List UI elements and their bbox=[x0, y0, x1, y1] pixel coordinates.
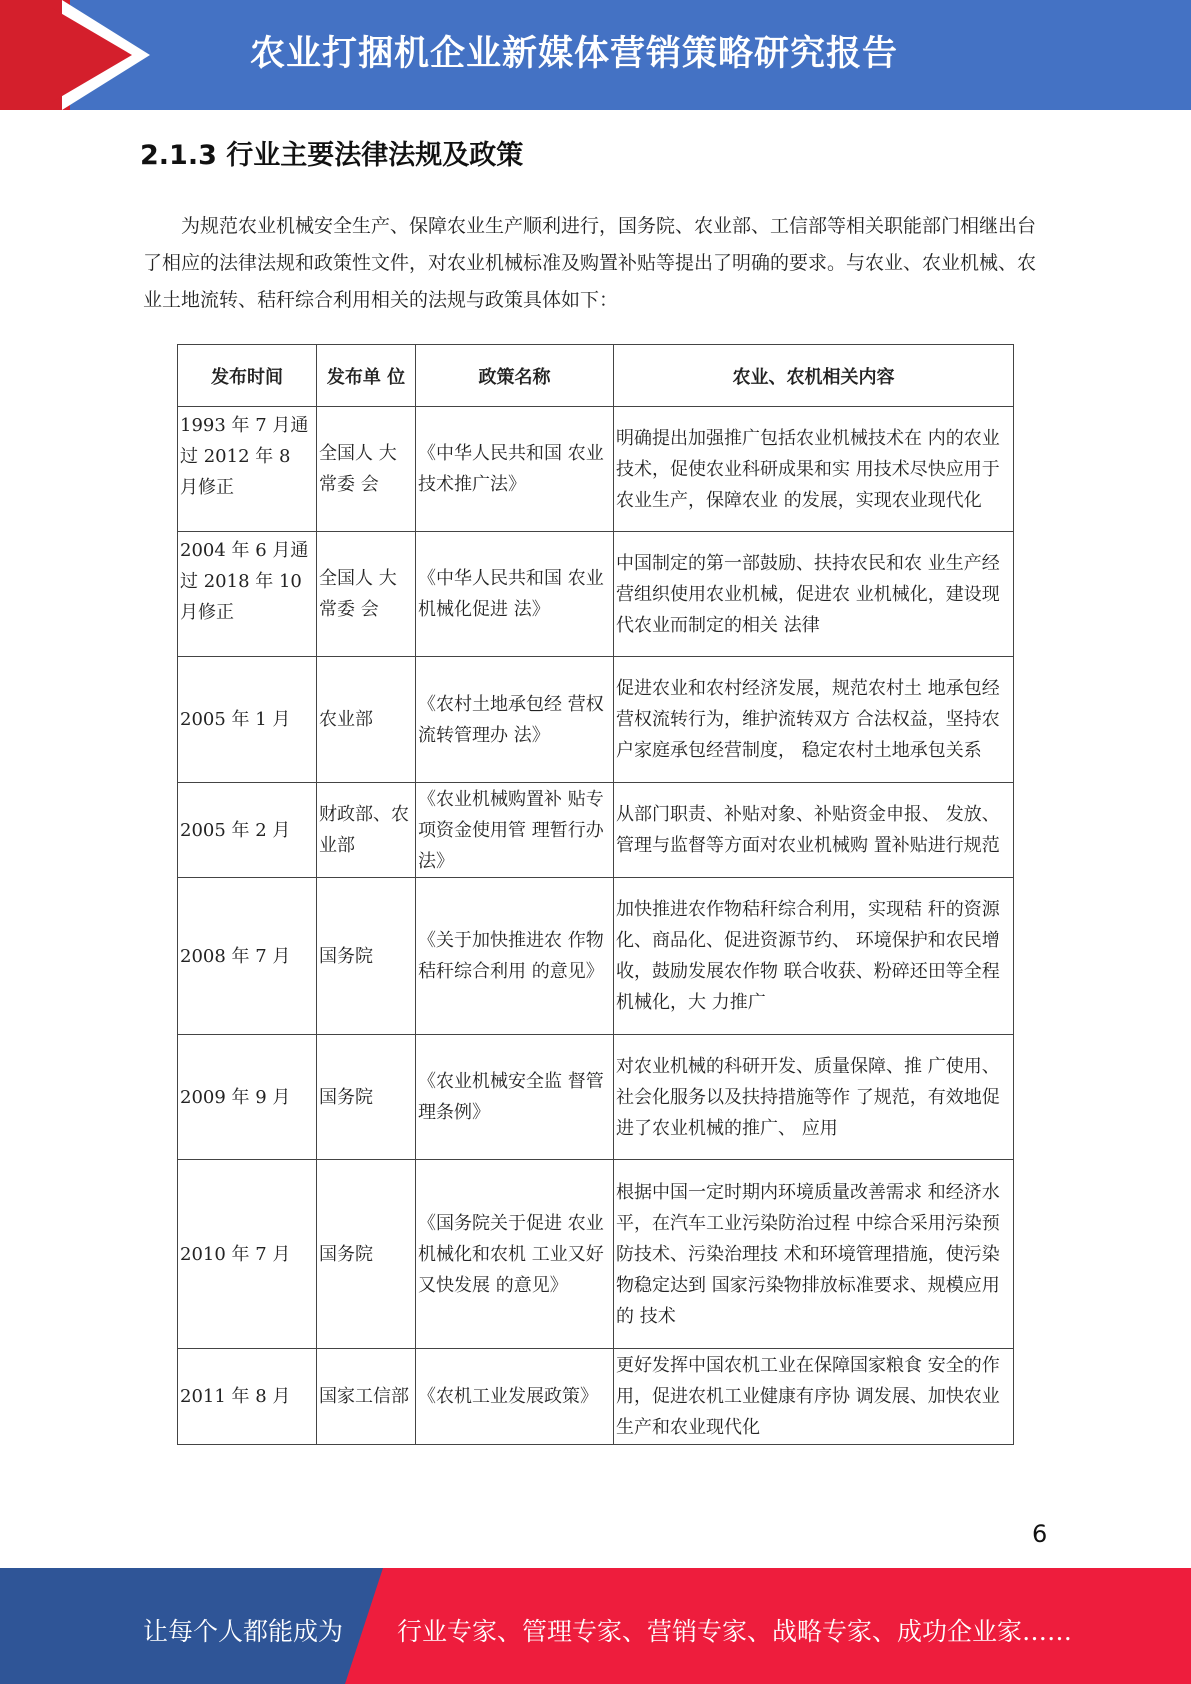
cell-name: 《国务院关于促进 农业机械化和农机 工业又好又快发展 的意见》 bbox=[416, 1160, 614, 1349]
table-row bbox=[178, 878, 1014, 1035]
table-row bbox=[178, 1035, 1014, 1160]
table-row bbox=[178, 1160, 1014, 1349]
cell-date-text: 2004 年 6 月通过 2018 年 10 月修正 bbox=[180, 540, 309, 623]
cell-date: 2011 年 8 月 bbox=[178, 1349, 317, 1445]
cell-date: 2009 年 9 月 bbox=[178, 1035, 317, 1160]
footer-slogan-left: 让每个人都能成为 bbox=[143, 1617, 344, 1646]
cell-date: 2010 年 7 月 bbox=[178, 1160, 317, 1349]
section-title: 2.1.3 行业主要法律法规及政策 bbox=[140, 140, 524, 171]
cell-content: 对农业机械的科研开发、质量保障、推 广使用、社会化服务以及扶持措施等作 了规范，有效地促进了农业机械的推广、 应用 bbox=[614, 1035, 1014, 1160]
cell-content: 更好发挥中国农机工业在保障国家粮食 安全的作用，促进农机工业健康有序协 调发展、加快农业生产和农业现代化 bbox=[614, 1349, 1014, 1445]
header-name: 政策名称 bbox=[416, 345, 614, 407]
cell-date-text: 1993 年 7 月通过 2012 年 8 月修正 bbox=[180, 415, 309, 498]
cell-org: 国务院 bbox=[317, 1160, 416, 1349]
cell-content: 明确提出加强推广包括农业机械技术在 内的农业技术，促使农业科研成果和实 用技术尽快应用于农业生产，保障农业 的发展，实现农业现代化 bbox=[614, 407, 1014, 532]
header-content: 农业、农机相关内容 bbox=[614, 345, 1014, 407]
page-number: 6 bbox=[1032, 1520, 1048, 1548]
cell-org: 国务院 bbox=[317, 878, 416, 1035]
cell-org: 财政部、农业部 bbox=[317, 783, 416, 878]
table-row bbox=[178, 657, 1014, 783]
cell-content: 从部门职责、补贴对象、补贴资金申报、 发放、管理与监督等方面对农业机械购 置补贴进行规范 bbox=[614, 783, 1014, 878]
table-row bbox=[178, 532, 1014, 657]
cell-org: 农业部 bbox=[317, 657, 416, 783]
cell-content: 根据中国一定时期内环境质量改善需求 和经济水平，在汽车工业污染防治过程 中综合采用污染预防技术、污染治理技 术和环境管理措施，使污染物稳定达到 国家污染物排放标准要求、规模应用的 技术 bbox=[614, 1160, 1014, 1349]
table-row bbox=[178, 783, 1014, 878]
table-row bbox=[178, 1349, 1014, 1445]
cell-name: 《农业机械安全监 督管理条例》 bbox=[416, 1035, 614, 1160]
footer-slogan-right: 行业专家、管理专家、营销专家、战略专家、成功企业家…… bbox=[397, 1617, 1073, 1646]
cell-content: 中国制定的第一部鼓励、扶持农民和农 业生产经营组织使用农业机械，促进农 业机械化，建设现代农业而制定的相关 法律 bbox=[614, 532, 1014, 657]
header-date: 发布时间 bbox=[178, 345, 317, 407]
report-title: 农业打捆机企业新媒体营销策略研究报告 bbox=[250, 34, 899, 74]
cell-date bbox=[178, 532, 317, 657]
header-org: 发布单 位 bbox=[317, 345, 416, 407]
cell-date: 2005 年 2 月 bbox=[178, 783, 317, 878]
cell-org: 国务院 bbox=[317, 1035, 416, 1160]
header-chevron-inner bbox=[52, 8, 132, 102]
policy-table bbox=[177, 344, 1014, 1445]
cell-content: 促进农业和农村经济发展，规范农村土 地承包经营权流转行为，维护流转双方 合法权益，坚持农户家庭承包经营制度， 稳定农村土地承包关系 bbox=[614, 657, 1014, 783]
cell-name: 《农业机械购置补 贴专项资金使用管 理暂行办法》 bbox=[416, 783, 614, 878]
cell-content: 加快推进农作物秸秆综合利用，实现秸 秆的资源化、商品化、促进资源节约、 环境保护和农民增收，鼓励发展农作物 联合收获、粉碎还田等全程机械化，大 力推广 bbox=[614, 878, 1014, 1035]
cell-org: 全国人 大常委 会 bbox=[317, 407, 416, 532]
cell-name: 《农机工业发展政策》 bbox=[416, 1349, 614, 1445]
intro-paragraph: 为规范农业机械安全生产、保障农业生产顺利进行，国务院、农业部、工信部等相关职能部门相继出台了相应的法律法规和政策性文件，对农业机械标准及购置补贴等提出了明确的要求。与农业、农业机械、农业土地流转、秸秆综合利用相关的法规与政策具体如下： bbox=[143, 215, 1037, 311]
cell-name: 《农村土地承包经 营权流转管理办 法》 bbox=[416, 657, 614, 783]
table-row bbox=[178, 407, 1014, 532]
cell-date: 2008 年 7 月 bbox=[178, 878, 317, 1035]
cell-org: 全国人 大常委 会 bbox=[317, 532, 416, 657]
cell-name: 《中华人民共和国 农业机械化促进 法》 bbox=[416, 532, 614, 657]
cell-date: 2005 年 1 月 bbox=[178, 657, 317, 783]
cell-name: 《中华人民共和国 农业技术推广法》 bbox=[416, 407, 614, 532]
table-header-row bbox=[178, 345, 1014, 407]
cell-org: 国家工信部 bbox=[317, 1349, 416, 1445]
cell-date bbox=[178, 407, 317, 532]
cell-name: 《关于加快推进农 作物秸秆综合利用 的意见》 bbox=[416, 878, 614, 1035]
